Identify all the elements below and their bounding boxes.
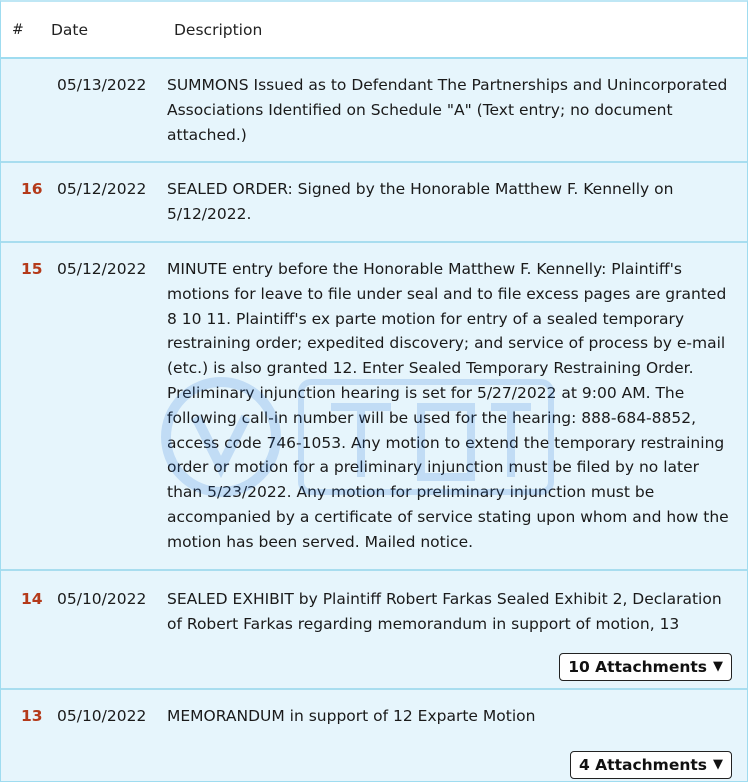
entry-description: MINUTE entry before the Honorable Matthew F. Kennelly: Plaintiff's motions for leave to file under seal and to file excess pages are granted 8 10 11. Plaintiff's ex parte motion for entry of a sealed temporary restraining order; expedited discovery; and service of process by e-mail (etc.) is also granted 12. Enter Sealed Temporary Restraining Order. Preliminary injunction hearing is set for 5/27/2022 at 9:00 AM. The following call-in number will be used for the hearing: 888-684-8852, access code 746-1053. Any motion to extend the temporary restraining order or motion for a preliminary injunction must be filed by no later than 5/23/2022. Any motion for preliminary injunction must be accompanied by a certificate of service stating upon whom and how the motion has been served. Mailed notice. (167, 260, 729, 551)
table-row (1, 243, 747, 571)
entry-description: SEALED EXHIBIT by Plaintiff Robert Farkas Sealed Exhibit 2, Declaration of Robert Farkas regarding memorandum in support of motion, 13 (167, 590, 722, 633)
entry-date: 05/10/2022 (57, 707, 147, 725)
table-row (1, 163, 747, 243)
entry-description: SEALED ORDER: Signed by the Honorable Matthew F. Kennelly on 5/12/2022. (167, 180, 674, 223)
attachments-dropdown-button[interactable] (559, 653, 732, 681)
caret-down-icon: ▼ (713, 659, 723, 674)
table-row (1, 59, 747, 163)
header-description: Description (174, 20, 263, 39)
table-row (1, 571, 747, 690)
header-number: # (12, 21, 24, 38)
entry-number: 15 (21, 260, 43, 278)
attachments-label: 4 Attachments (578, 756, 707, 774)
entry-date: 05/10/2022 (57, 590, 147, 608)
attachments-label: 10 Attachments (568, 658, 707, 676)
entry-description: SUMMONS Issued as to Defendant The Partnerships and Unincorporated Associations Identified on Schedule "A" (Text entry; no document attached.) (167, 76, 728, 144)
table-row (1, 690, 747, 782)
entry-date: 05/12/2022 (57, 260, 147, 278)
entry-number: 14 (21, 590, 43, 608)
entry-number: 13 (21, 707, 43, 725)
caret-down-icon: ▼ (713, 757, 723, 772)
entry-date: 05/13/2022 (57, 76, 147, 94)
entry-number: 16 (21, 180, 43, 198)
entry-description: MEMORANDUM in support of 12 Exparte Motion (167, 707, 536, 725)
header-date: Date (51, 20, 89, 39)
entry-date: 05/12/2022 (57, 180, 147, 198)
table-header (1, 2, 747, 59)
attachments-dropdown-button[interactable] (570, 751, 732, 779)
